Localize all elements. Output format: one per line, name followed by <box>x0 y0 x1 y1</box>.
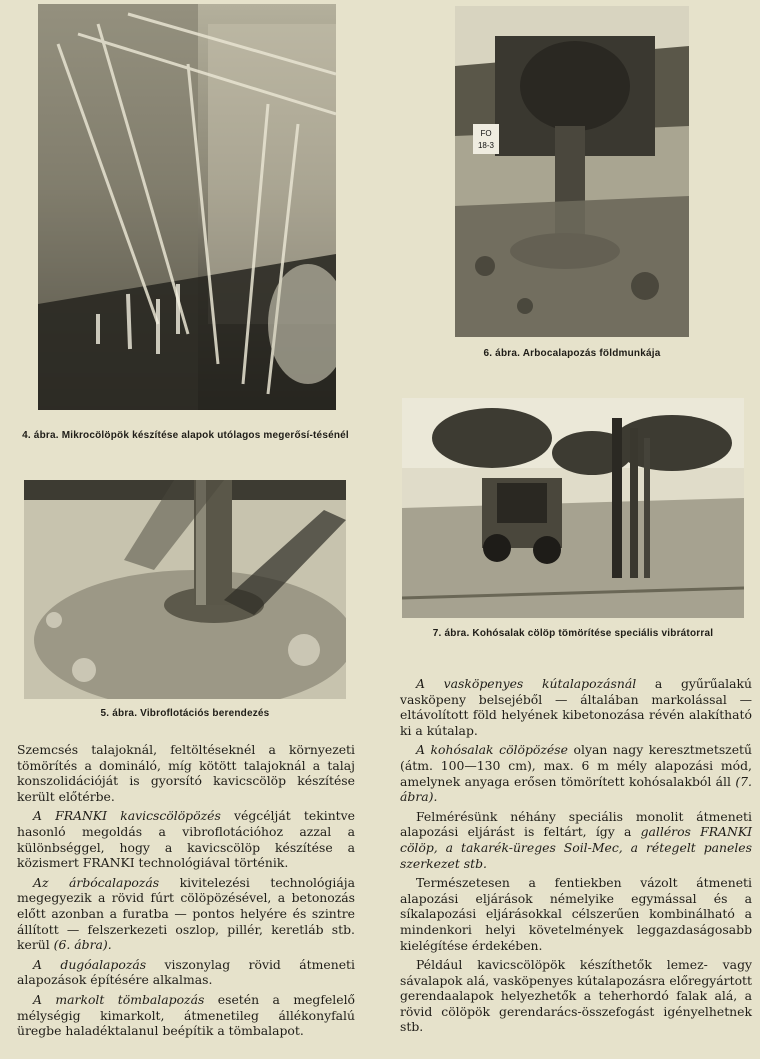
paragraph-text: viszonylag rövid átmeneti alapozások építésére alkalmas. <box>17 956 356 988</box>
figure-4-photo <box>38 4 336 410</box>
figure-6-photo <box>455 6 689 337</box>
figure-7-photo <box>402 398 744 618</box>
emphasis: A kohósalak cölöpözése <box>416 742 568 758</box>
figure-reference: (7. ábra). <box>400 773 752 805</box>
paragraph-text: végcélját tekintve hasonló megoldás a vibroflotációhoz azzal a különbséggel, hogy a kavicscölöp készítése a közismert FRANKI technológiával történik. <box>17 808 355 871</box>
emphasis: Az árbócalapozás <box>33 874 160 890</box>
paragraph-text: Természetesen a fentiekben vázolt átmeneti alapozási eljárások némelyike egymással és a síkalapozási eljárásokkal célszerűen kombinálható a mindenkori helyi követelmények leggazdaságosabb kielégítése érdekében. <box>400 875 752 953</box>
paragraph <box>17 808 355 870</box>
figure-reference: (6. ábra). <box>53 937 112 953</box>
emphasis: A markolt tömbalapozás <box>33 991 205 1007</box>
paragraph-text: olyan nagy keresztmetszetű (átm. 100—130 cm), max. 6 m mély alapozási mód, amelynek anyaga erősen tömörített kohósalakból áll <box>400 742 752 789</box>
paragraph <box>400 957 752 1035</box>
paragraph <box>400 809 752 871</box>
paragraph-text: Például kavicscölöpök készíthetők lemez- vagy sávalapok alá, vasköpenyes kútalapozásra előregyártott gerendaalapok helyezhetők a teherhordó falak alá, a rövid cölöpök gerendarács-összefogást igényelhetnek stb. <box>400 957 752 1035</box>
left-text-column <box>17 742 355 1043</box>
right-text-column <box>400 676 752 1039</box>
paragraph <box>400 742 752 804</box>
paragraph <box>17 957 355 988</box>
figure-4-caption: 4. ábra. Mikrocölöpök készítése alapok utólagos megerősí-tésénél <box>22 430 349 441</box>
emphasis: A FRANKI kavicscölöpözés <box>33 808 221 824</box>
license-plate-line1: FO <box>480 129 492 138</box>
figure-6-caption: 6. ábra. Arbocalapozás földmunkája <box>483 348 661 359</box>
license-plate-line2: 18-3 <box>477 141 495 150</box>
paragraph-text: esetén a megfelelő mélységig kimarkolt, átmenetileg állékonyfalú üregbe haladéktalanul beépítik a tömbalapot. <box>17 991 355 1039</box>
paragraph <box>17 992 355 1039</box>
paragraph <box>17 742 355 804</box>
paragraph <box>400 875 752 953</box>
paragraph-text: Szemcsés talajoknál, feltöltéseknél a környezeti tömörítés a domináló, míg kötött talajoknál a talaj konszolidációját is gyorsító kavicscölöp készítése került előtérbe. <box>17 742 355 804</box>
figure-5-caption: 5. ábra. Vibroflotációs berendezés <box>100 708 270 719</box>
paragraph <box>400 676 752 738</box>
paragraph-text: kivitelezési technológiája megegyezik a rövid fúrt cölöpözésével, a betonozás előtt azonban a furatba — pontos helyére és szintre állított — felszerkezeti oszlop, pillér, keretláb stb. kerül <box>17 874 355 953</box>
paragraph <box>17 875 355 953</box>
emphasis: galléros FRANKI cölöp, a takarék-üreges Soil-Mec, a rétegelt paneles szerkezet stb. <box>400 824 752 871</box>
figure-7-caption: 7. ábra. Kohósalak cölöp tömörítése speciális vibrátorral <box>432 628 714 639</box>
paragraph-text: a gyűrűalakú vasköpeny belsejéből — általában markolással — eltávolított föld helyének kibetonozása révén alakítható ki a kútalap. <box>400 676 752 738</box>
paragraph-text: Felmérésünk néhány speciális monolit átmeneti alapozási eljárást is feltárt, így a <box>400 808 752 840</box>
figure-5-photo <box>24 480 346 699</box>
emphasis: A vasköpenyes kútalapozásnál <box>416 676 637 691</box>
emphasis: A dugóalapozás <box>33 956 147 972</box>
